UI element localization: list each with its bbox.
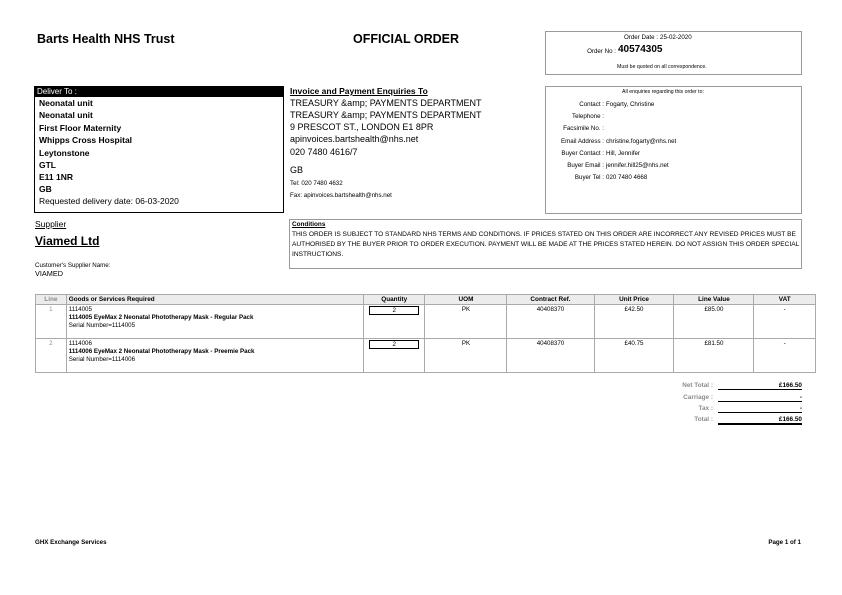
vat-cell: - bbox=[754, 305, 816, 339]
unit-price-cell: £42.50 bbox=[594, 305, 674, 339]
col-contract: Contract Ref. bbox=[507, 295, 594, 305]
item-serial: Serial Number=1114006 bbox=[68, 356, 136, 363]
col-line-value: Line Value bbox=[674, 295, 754, 305]
conditions-heading: Conditions bbox=[292, 221, 326, 228]
invoice-line: TREASURY &amp; PAYMENTS DEPARTMENT bbox=[290, 110, 482, 120]
order-note: Must be quoted on all correspondence. bbox=[617, 64, 707, 70]
item-description: 1114005 EyeMax 2 Neonatal Phototherapy Mask - Regular Pack bbox=[68, 314, 254, 321]
invoice-phone: 020 7480 4616/7 bbox=[290, 147, 358, 157]
goods-cell bbox=[66, 305, 363, 339]
deliver-line: GB bbox=[39, 184, 52, 194]
deliver-line: Whipps Cross Hospital bbox=[39, 135, 133, 145]
net-total-value: £166.50 bbox=[718, 382, 802, 390]
invoice-fax: Fax: apinvoices.bartshealth@nhs.net bbox=[290, 192, 392, 199]
trust-name: Barts Health NHS Trust bbox=[37, 32, 175, 46]
buyer-email-value: jennifer.hill25@nhs.net bbox=[606, 162, 669, 169]
line-number: 2 bbox=[36, 339, 67, 373]
quantity-value: 2 bbox=[369, 340, 419, 349]
contact-label: Contact : bbox=[579, 101, 604, 108]
supplier-heading: Supplier bbox=[35, 219, 67, 229]
supplier-name: Viamed Ltd bbox=[35, 234, 100, 248]
quantity-value: 2 bbox=[369, 306, 419, 315]
col-line: Line bbox=[36, 295, 67, 305]
table-row bbox=[36, 305, 816, 339]
table-header-row bbox=[36, 295, 816, 305]
item-serial: Serial Number=1114005 bbox=[68, 322, 136, 329]
conditions-box bbox=[289, 219, 802, 269]
invoice-country: GB bbox=[290, 165, 304, 175]
uom-cell: PK bbox=[425, 305, 507, 339]
order-no-value: 40574305 bbox=[618, 44, 663, 55]
conditions-text: THIS ORDER IS SUBJECT TO STANDARD NHS TERMS AND CONDITIONS. IF PRICES STATED ON THIS ORDER ARE INCORRECT ANY REVISED PRICES MUST BE AUTHORISED BY THE BUYER PRIOR TO ORDER EXECUTION. PAYMENT WILL BE MADE AT THE PRICES STATED HEREIN. DO NOT ASSIGN THIS ORDER SPECIAL INSTRUCTIONS. bbox=[292, 231, 800, 258]
deliver-to-header: Deliver To : bbox=[35, 87, 283, 97]
requested-delivery-date: Requested delivery date: 06-03-2020 bbox=[39, 196, 179, 206]
deliver-line: E11 1NR bbox=[39, 172, 74, 182]
uom-cell: PK bbox=[425, 339, 507, 373]
item-description: 1114006 EyeMax 2 Neonatal Phototherapy Mask - Preemie Pack bbox=[68, 348, 255, 355]
order-no-label: Order No : bbox=[587, 48, 616, 55]
telephone-label: Telephone : bbox=[572, 113, 604, 120]
quantity-cell bbox=[363, 339, 424, 373]
carriage-label: Carriage : bbox=[683, 394, 713, 401]
tax-label: Tax : bbox=[698, 405, 713, 412]
invoice-tel: Tel: 020 7480 4632 bbox=[290, 180, 343, 187]
buyer-contact-label: Buyer Contact : bbox=[561, 150, 604, 157]
deliver-line: Leytonstone bbox=[39, 148, 90, 158]
invoice-line: TREASURY &amp; PAYMENTS DEPARTMENT bbox=[290, 98, 482, 108]
order-items-table bbox=[35, 294, 816, 373]
deliver-line: GTL bbox=[39, 160, 56, 170]
invoice-email: apinvoices.bartshealth@nhs.net bbox=[290, 134, 419, 144]
total-value: £166.50 bbox=[718, 416, 802, 425]
net-total-label: Net Total : bbox=[682, 382, 713, 389]
vat-cell: - bbox=[754, 339, 816, 373]
item-code: 1114006 bbox=[68, 340, 92, 347]
tax-value: - bbox=[718, 405, 802, 413]
buyer-tel-value: 020 7480 4668 bbox=[606, 174, 648, 181]
customer-supplier-label: Customer's Supplier Name: bbox=[35, 262, 111, 269]
col-unit-price: Unit Price bbox=[594, 295, 674, 305]
col-goods: Goods or Services Required bbox=[66, 295, 363, 305]
col-vat: VAT bbox=[754, 295, 816, 305]
deliver-line: Neonatal unit bbox=[39, 98, 93, 108]
contract-ref-cell: 40408370 bbox=[507, 339, 594, 373]
contact-value: Fogarty, Christine bbox=[606, 101, 655, 108]
goods-cell bbox=[66, 339, 363, 373]
invoice-line: 9 PRESCOT ST., LONDON E1 8PR bbox=[290, 122, 434, 132]
item-code: 1114005 bbox=[68, 306, 92, 313]
line-value-cell: £85.00 bbox=[674, 305, 754, 339]
line-number: 1 bbox=[36, 305, 67, 339]
invoice-heading: Invoice and Payment Enquiries To bbox=[290, 86, 428, 96]
deliver-to-box bbox=[34, 86, 284, 213]
buyer-email-label: Buyer Email : bbox=[567, 162, 604, 169]
col-quantity: Quantity bbox=[363, 295, 424, 305]
deliver-line: First Floor Maternity bbox=[39, 123, 122, 133]
order-date-label: Order Date : bbox=[623, 34, 658, 41]
total-label: Total : bbox=[694, 416, 713, 423]
buyer-contact-value: Hill, Jennifer bbox=[606, 150, 641, 157]
unit-price-cell: £40.75 bbox=[594, 339, 674, 373]
table-row bbox=[36, 339, 816, 373]
footer-left: GHX Exchange Services bbox=[35, 539, 107, 546]
email-label: Email Address : bbox=[561, 138, 604, 145]
buyer-tel-label: Buyer Tel : bbox=[574, 174, 604, 181]
contract-ref-cell: 40408370 bbox=[507, 305, 594, 339]
line-value-cell: £81.50 bbox=[674, 339, 754, 373]
page-number: Page 1 of 1 bbox=[768, 539, 801, 546]
document-title: OFFICIAL ORDER bbox=[353, 32, 460, 46]
contact-note: All enquiries regarding this order to: bbox=[622, 89, 704, 95]
quantity-cell bbox=[363, 305, 424, 339]
customer-supplier-value: VIAMED bbox=[35, 269, 63, 278]
carriage-value: - bbox=[718, 394, 802, 402]
col-uom: UOM bbox=[425, 295, 507, 305]
email-value: christine.fogarty@nhs.net bbox=[606, 138, 677, 145]
deliver-line: Neonatal unit bbox=[39, 110, 93, 120]
order-date-value: 25-02-2020 bbox=[660, 34, 692, 41]
facsimile-label: Facsimile No. : bbox=[563, 125, 604, 132]
